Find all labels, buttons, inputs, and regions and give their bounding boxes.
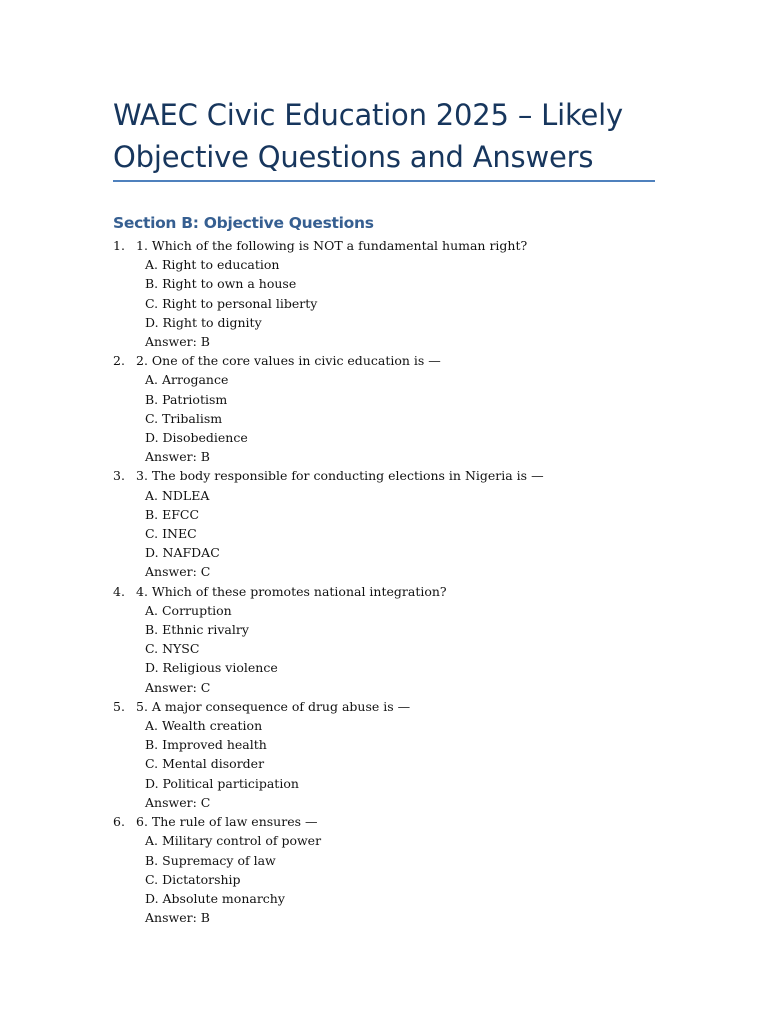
correct-answer: Answer: B: [145, 910, 210, 926]
question-number: 6.: [113, 814, 125, 830]
answer-option: D. Disobedience: [145, 430, 248, 446]
page-title: WAEC Civic Education 2025 – Likely Objective Questions and Answers: [113, 98, 623, 174]
correct-answer: Answer: C: [145, 564, 211, 580]
answer-option: C. Tribalism: [145, 410, 223, 426]
correct-answer: Answer: C: [145, 679, 211, 695]
question-number: 5.: [113, 698, 125, 714]
answer-option: C. NYSC: [145, 641, 200, 657]
question-text: 1. Which of the following is NOT a fundamental human right?: [136, 238, 528, 253]
answer-option: D. Political participation: [145, 775, 299, 791]
question-item: [0, 351, 768, 466]
question-number: 3.: [113, 468, 125, 484]
question-item: [0, 236, 768, 351]
question-number: 4.: [113, 583, 125, 599]
correct-answer: Answer: B: [145, 334, 210, 350]
question-list: [0, 236, 768, 927]
question-text: 3. The body responsible for conducting elections in Nigeria is —: [136, 468, 544, 484]
answer-option: D. Right to dignity: [145, 314, 262, 330]
answer-option: D. Absolute monarchy: [145, 890, 285, 906]
question-item: [0, 812, 768, 927]
answer-option: C. Right to personal liberty: [145, 295, 318, 311]
answer-option: A. Military control of power: [145, 833, 322, 849]
answer-option: C. Dictatorship: [145, 871, 241, 887]
question-text: 5. A major consequence of drug abuse is —: [136, 698, 411, 714]
answer-option: D. NAFDAC: [145, 545, 220, 561]
answer-option: B. Ethnic rivalry: [145, 622, 249, 638]
question-text: 2. One of the core values in civic education is —: [136, 353, 441, 369]
answer-option: C. Mental disorder: [145, 756, 265, 772]
answer-option: A. Corruption: [145, 602, 232, 618]
question-text: 4. Which of these promotes national integration?: [136, 583, 447, 599]
answer-option: B. Patriotism: [145, 391, 228, 407]
title-underline: [113, 180, 655, 182]
question-item: [0, 697, 768, 812]
answer-option: A. NDLEA: [145, 487, 210, 503]
question-number: 2.: [113, 353, 125, 369]
answer-option: B. EFCC: [145, 506, 200, 522]
answer-option: A. Right to education: [145, 257, 280, 273]
section-heading: Section B: Objective Questions: [113, 214, 374, 232]
answer-option: B. Right to own a house: [145, 276, 297, 292]
question-number: 1.: [113, 238, 125, 253]
answer-option: A. Wealth creation: [145, 718, 263, 734]
question-item: [0, 582, 768, 697]
correct-answer: Answer: C: [145, 794, 211, 810]
answer-option: B. Improved health: [145, 737, 267, 753]
question-item: [0, 466, 768, 581]
question-text: 6. The rule of law ensures —: [136, 814, 318, 830]
answer-option: C. INEC: [145, 526, 197, 542]
answer-option: B. Supremacy of law: [145, 852, 276, 868]
answer-option: A. Arrogance: [145, 372, 229, 388]
correct-answer: Answer: B: [145, 449, 210, 465]
answer-option: D. Religious violence: [145, 660, 278, 676]
